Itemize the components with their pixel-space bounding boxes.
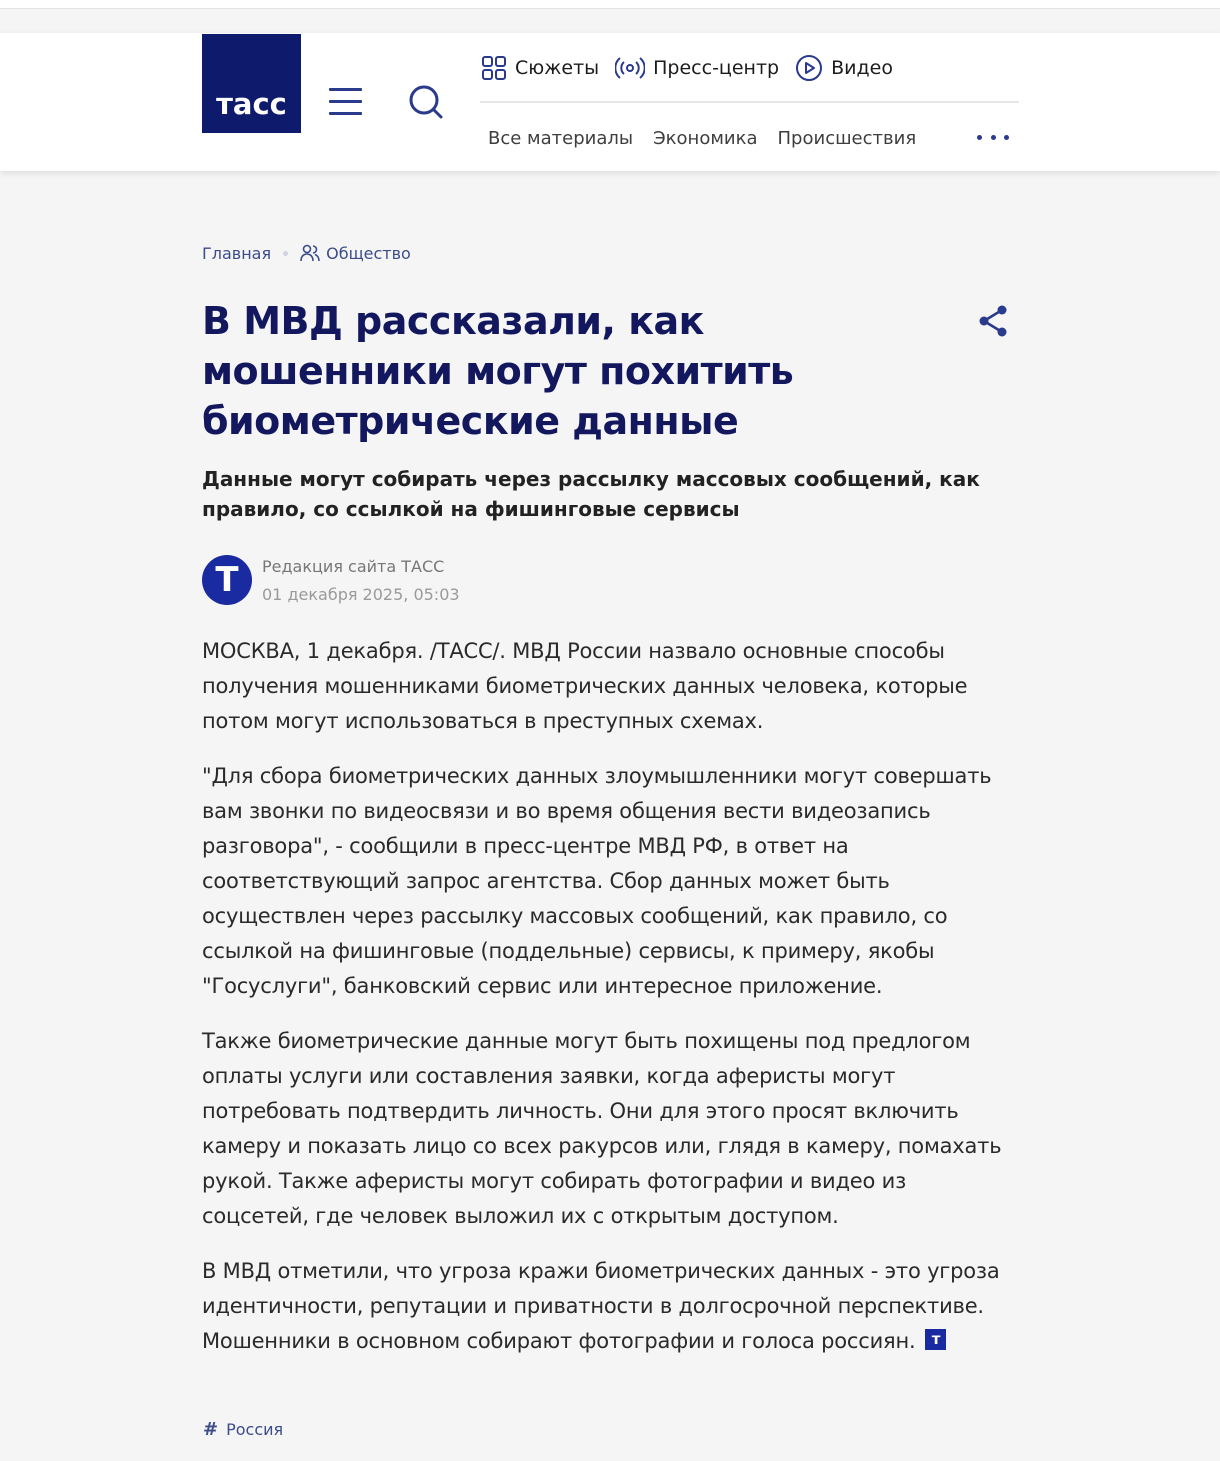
section-all-materials[interactable]: Все материалы <box>488 127 634 149</box>
publish-date: 01 декабря 2025, 05:03 <box>262 584 460 604</box>
menu-button[interactable] <box>329 88 363 116</box>
article-paragraph: МОСКВА, 1 декабря. /ТАСС/. МВД России назвало основные способы получения мошенниками биометрических данных человека, которые потом могут использоваться в преступных схемах. <box>202 639 968 733</box>
article-lead: Данные могут собирать через рассылку массовых сообщений, как правило, со ссылкой на фишинговые сервисы <box>202 467 980 521</box>
play-icon <box>795 54 823 82</box>
end-mark-letter: т <box>931 1330 941 1348</box>
author-name[interactable]: Редакция сайта ТАСС <box>262 556 445 576</box>
nav-item-label: Видео <box>831 57 893 79</box>
more-dots-icon <box>1004 135 1009 140</box>
breadcrumb <box>202 242 411 264</box>
search-button[interactable] <box>408 84 444 120</box>
breadcrumb-category-label: Общество <box>326 243 411 263</box>
author-avatar <box>202 555 252 605</box>
hamburger-icon <box>329 100 362 103</box>
breadcrumb-home[interactable]: Главная <box>202 243 272 263</box>
top-navigation <box>481 52 909 84</box>
people-icon <box>300 244 320 262</box>
author-meta <box>262 557 460 604</box>
hashtag-icon: # <box>203 1418 219 1440</box>
tass-end-mark-icon <box>925 1329 946 1350</box>
nav-item-stories[interactable] <box>481 55 599 81</box>
nav-item-video[interactable] <box>795 54 893 82</box>
grid-icon <box>481 55 507 81</box>
more-dots-icon <box>991 135 996 140</box>
tag-label: Россия <box>226 1419 284 1439</box>
more-sections-button[interactable] <box>975 128 1011 146</box>
logo-text: тасс <box>216 87 287 121</box>
nav-item-label: Пресс-центр <box>653 57 780 79</box>
tass-logo[interactable] <box>202 34 301 133</box>
section-economy[interactable]: Экономика <box>653 127 758 149</box>
article-paragraph: Также биометрические данные могут быть похищены под предлогом оплаты услуги или составления заявки, когда аферисты могут потребовать подтвердить личность. Они для этого просят включить камеру и показать лицо со всех ракурсов или, глядя в камеру, помахать рукой. Также аферисты могут собирать фотографии и видео из соцсетей, где человек выложил их с открытым доступом. <box>202 1029 1002 1228</box>
avatar-initial: Т <box>215 560 239 600</box>
nav-divider <box>480 101 1019 103</box>
section-incidents[interactable]: Происшествия <box>777 127 917 149</box>
nav-item-label: Сюжеты <box>515 57 600 79</box>
hamburger-icon <box>329 88 362 91</box>
browser-top-strip <box>0 0 1220 9</box>
author-block <box>202 553 460 607</box>
search-icon <box>408 84 444 120</box>
share-icon <box>975 303 1011 339</box>
share-button[interactable] <box>975 303 1011 339</box>
more-dots-icon <box>977 135 982 140</box>
breadcrumb-separator <box>283 251 288 256</box>
nav-item-press-center[interactable] <box>615 55 779 81</box>
article-paragraph: В МВД отметили, что угроза кражи биометрических данных - это угроза идентичности, репутации и приватности в долгосрочной перспективе. Мошенники в основном собирают фотографии и голоса россиян. <box>202 1259 1000 1353</box>
article-title: В МВД рассказали, как мошенники могут похитить биометрические данные <box>202 299 794 443</box>
article-paragraph: "Для сбора биометрических данных злоумышленники могут совершать вам звонки по видеосвязи и во время общения вести видеозапись разговора", - сообщили в пресс-центре МВД РФ, в ответ на соответствующий запрос агентства. Сбор данных может быть осуществлен через рассылку массовых сообщений, как правило, со ссылкой на фишинговые (поддельные) сервисы, к примеру, якобы "Госуслуги", банковский сервис или интересное приложение. <box>202 764 992 998</box>
broadcast-icon <box>615 55 645 81</box>
breadcrumb-category[interactable] <box>300 244 411 263</box>
article-paragraph-last <box>202 1254 1014 1359</box>
article-body <box>202 634 1014 1379</box>
section-navigation <box>488 124 936 152</box>
hamburger-icon <box>329 112 362 115</box>
tag-russia[interactable] <box>203 1417 283 1441</box>
